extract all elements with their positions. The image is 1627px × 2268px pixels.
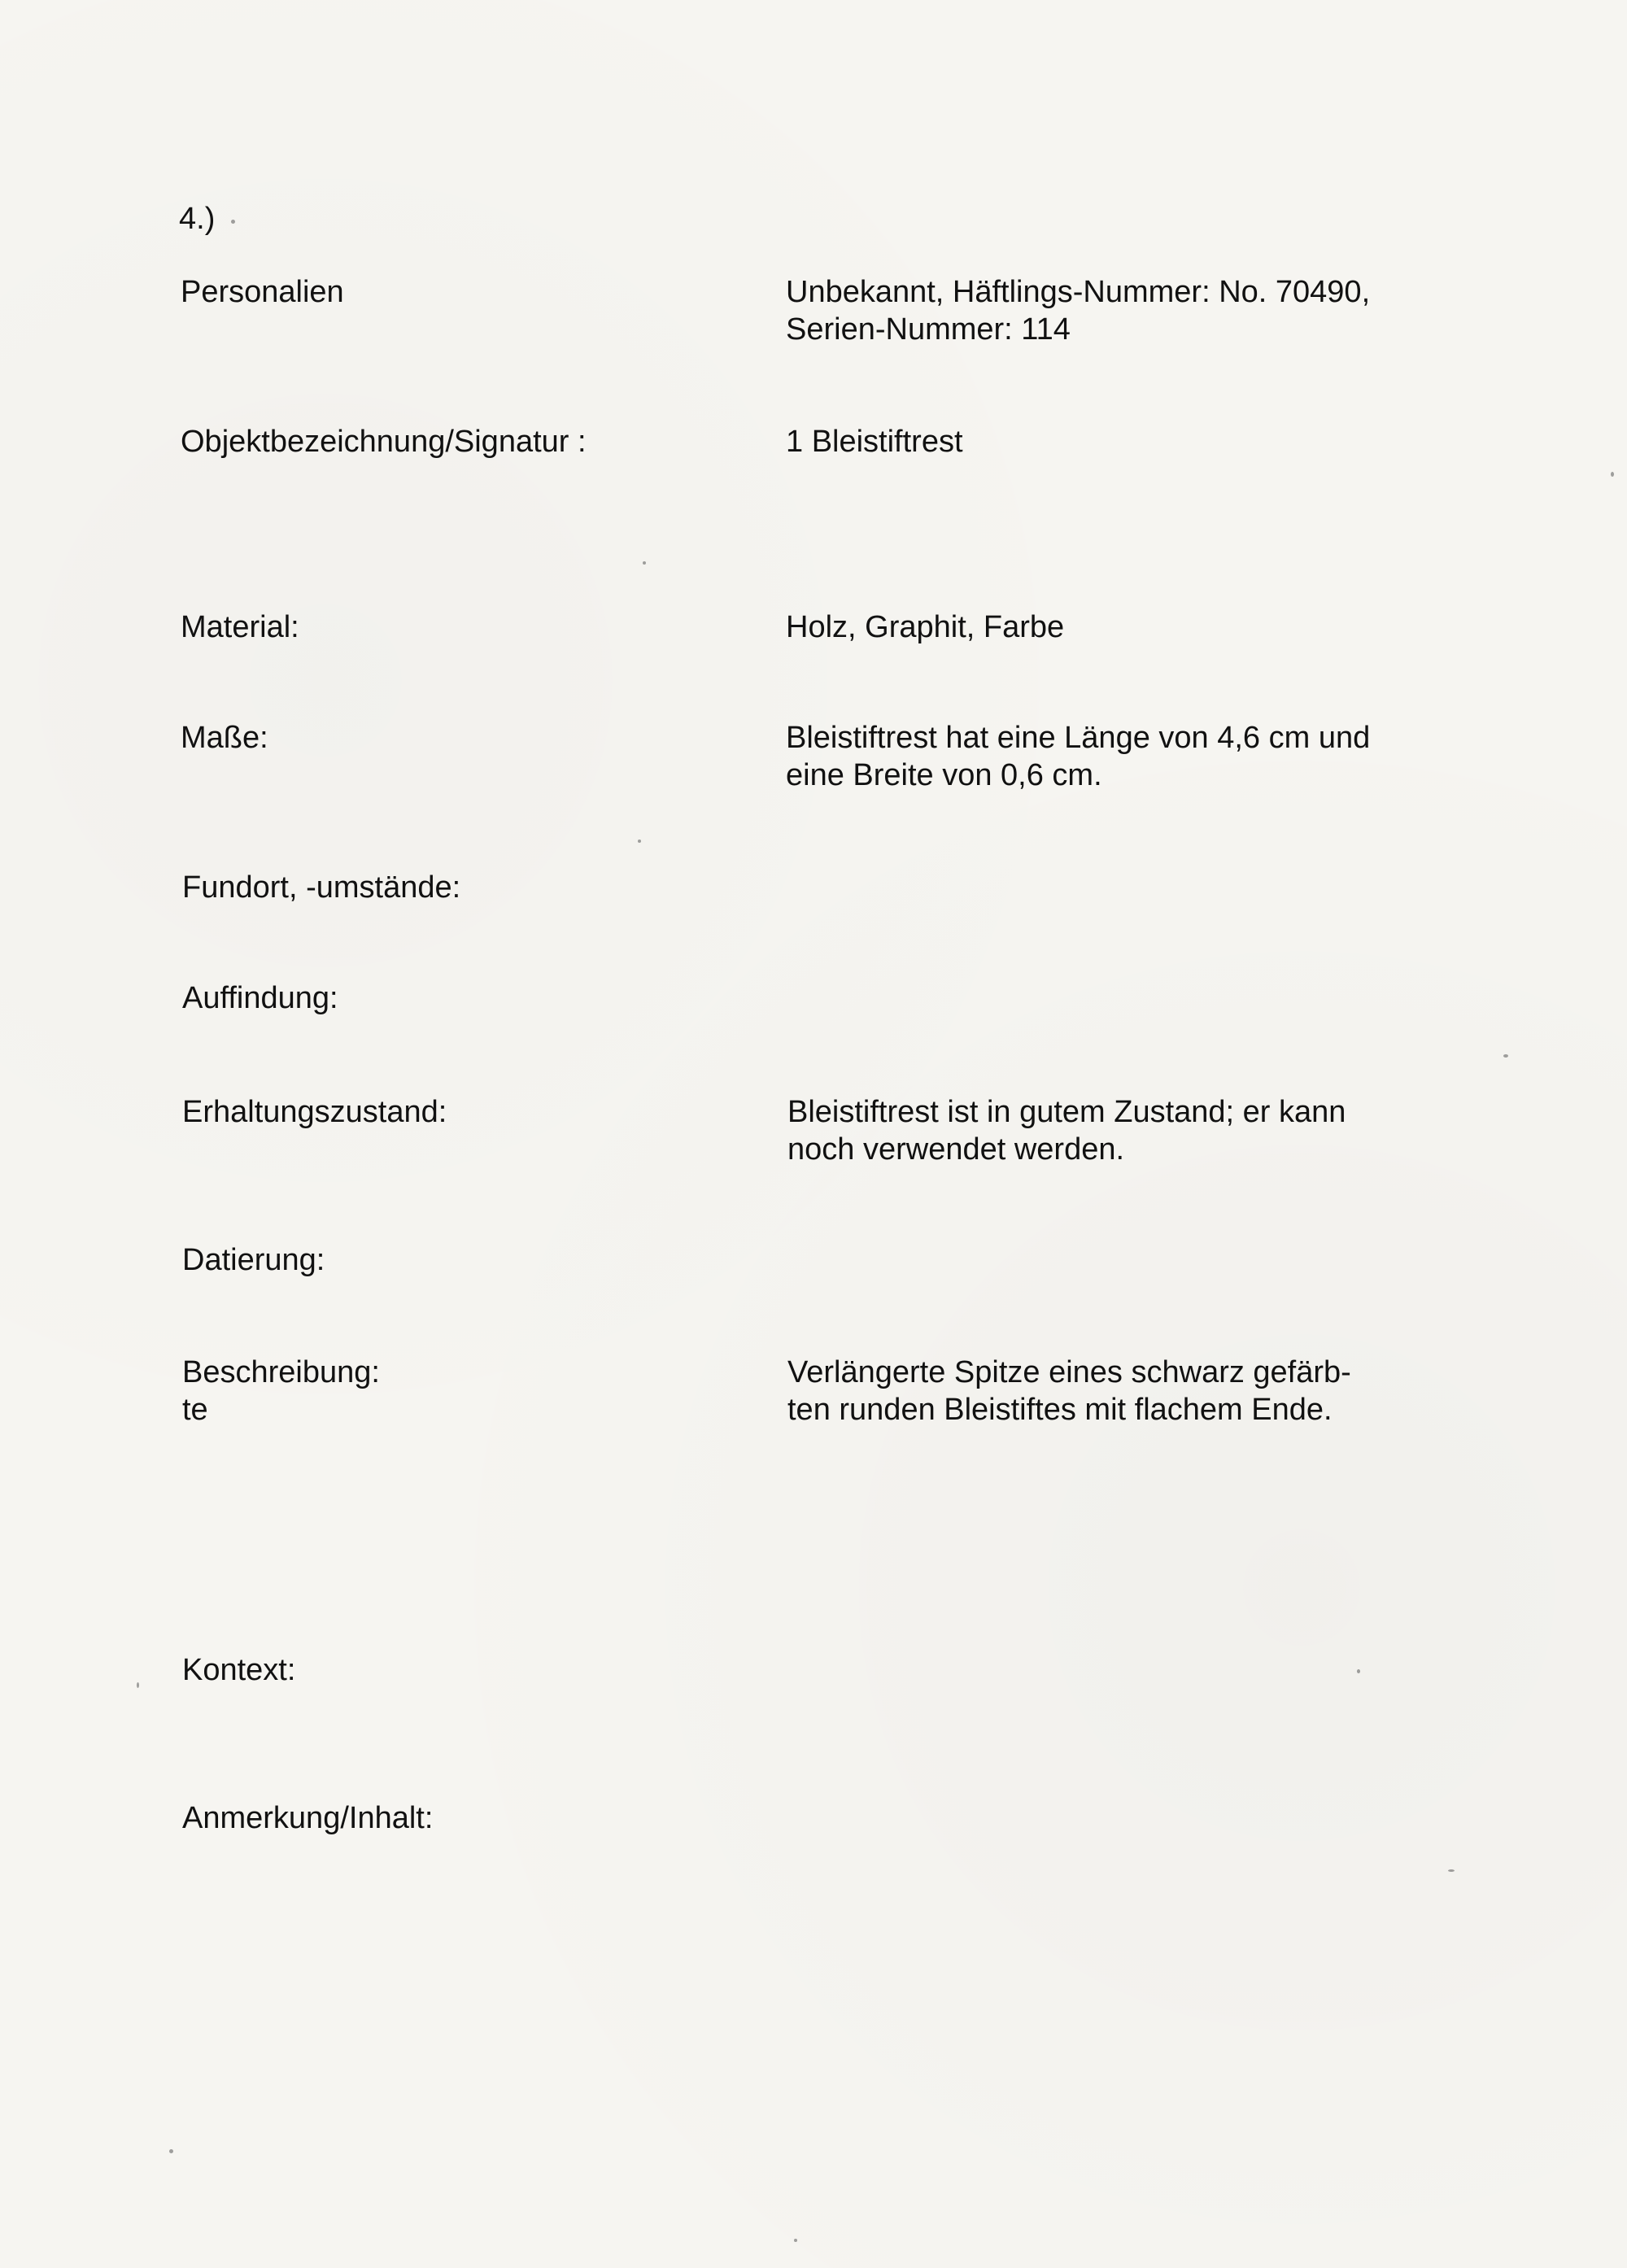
field-label-auffindung: Auffindung: [182, 981, 338, 1015]
field-value-erhaltungszustand: Bleistiftrest ist in gutem Zustand; er kann noch verwendet werden. [787, 1095, 1346, 1167]
scan-speck [1611, 472, 1614, 477]
field-value-masse: Bleistiftrest hat eine Länge von 4,6 cm und eine Breite von 0,6 cm. [786, 721, 1371, 792]
field-label-objektbezeichnung: Objektbezeichnung/Signatur : [181, 425, 587, 459]
field-label-masse: Maße: [181, 721, 268, 755]
field-value-objektbezeichnung: 1 Bleistiftrest [786, 425, 963, 459]
scan-speck [1503, 1054, 1508, 1058]
scan-speck [638, 840, 641, 843]
field-label-personalien: Personalien [181, 275, 344, 309]
field-label-fundort: Fundort, -umstände: [182, 870, 461, 905]
scan-speck [643, 561, 646, 565]
field-label-beschreibung: Beschreibung: te [182, 1355, 380, 1427]
field-label-datierung: Datierung: [182, 1243, 325, 1277]
scan-speck [231, 220, 235, 224]
record-number: 4.) [179, 202, 216, 236]
scan-speck [137, 1682, 139, 1688]
field-value-personalien: Unbekannt, Häftlings-Nummer: No. 70490, Serien-Nummer: 114 [786, 275, 1371, 347]
field-value-beschreibung: Verlängerte Spitze eines schwarz gefärb- ten runden Bleistiftes mit flachem Ende. [787, 1355, 1351, 1427]
field-value-material: Holz, Graphit, Farbe [786, 610, 1065, 644]
scan-speck [169, 2149, 173, 2153]
field-label-anmerkung: Anmerkung/Inhalt: [182, 1801, 434, 1835]
scan-speck [1357, 1669, 1360, 1673]
field-label-erhaltungszustand: Erhaltungszustand: [182, 1095, 447, 1129]
scan-speck [794, 2239, 797, 2242]
field-label-kontext: Kontext: [182, 1653, 296, 1687]
field-label-material: Material: [181, 610, 299, 644]
scan-speck [1448, 1869, 1455, 1872]
